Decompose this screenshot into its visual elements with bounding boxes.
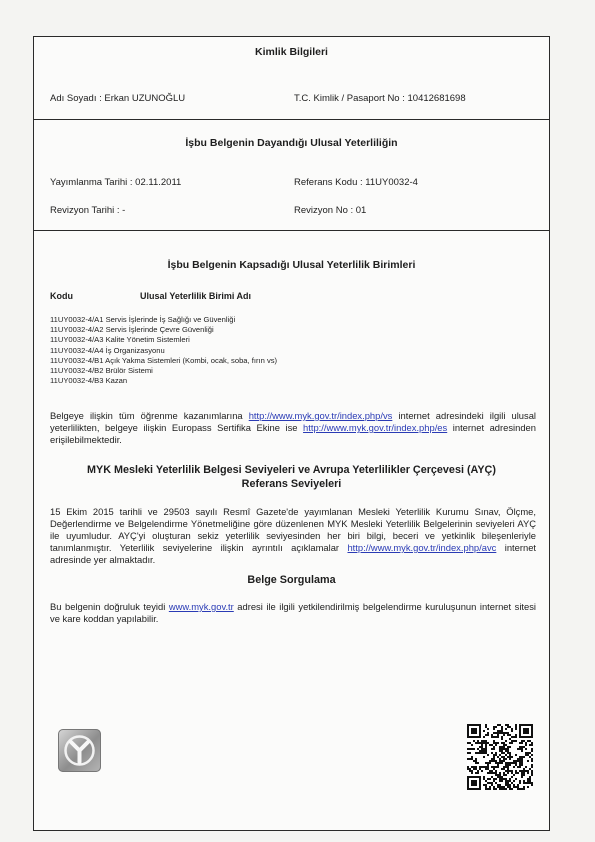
section-divider [34, 119, 549, 120]
unit-row: 11UY0032-4/A4 İş Organizasyonu [50, 345, 165, 355]
unit-row: 11UY0032-4/A2 Servis İşlerinde Çevre Güvenliği [50, 325, 214, 335]
es-link[interactable]: http://www.myk.gov.tr/index.php/es [303, 422, 448, 433]
unit-row: 11UY0032-4/B3 Kazan [50, 376, 128, 386]
revision-date: Revizyon Tarihi : - [50, 205, 126, 216]
hologram-seal-icon [58, 729, 101, 772]
identity-heading: Kimlik Bilgileri [255, 46, 328, 58]
units-heading: İşbu Belgenin Kapsadığı Ulusal Yeterlilik Birimleri [167, 259, 416, 271]
ayc-subheading: Referans Seviyeleri [241, 478, 342, 490]
unit-row: 11UY0032-4/A3 Kalite Yönetim Sistemleri [50, 335, 190, 345]
unit-row: 11UY0032-4/B1 Açık Yakma Sistemleri (Kombi, ocak, soba, fırın vs) [50, 355, 278, 365]
units-col-name: Ulusal Yeterlilik Birimi Adı [140, 291, 252, 301]
units-list [50, 315, 277, 386]
units-col-code: Kodu [50, 291, 73, 301]
published-date: Yayımlanma Tarihi : 02.11.2011 [50, 177, 182, 188]
myk-link[interactable]: www.myk.gov.tr [168, 601, 234, 612]
ayc-paragraph: 15 Ekim 2015 tarihli ve 29503 sayılı Resmî Gazete'de yayımlanan Mesleki Yeterlilik Kurumu Sınav, Ölçme, Değerlendirme ve Belgelendirme Yönetmeliğine göre düzenlenen MYK Mesleki Yeterlilik Belgelerinin seviyeleri AYÇ ile uyumludur. AYÇ'yi oluşturan sekiz yeterlilik seviyesinden her biri bilgi, beceri ve yetkinlik bileşenleriyle tanımlanmıştır. Yeterlilik seviyelerine ilişkin ayrıntılı açıklamalar http://www.myk.gov.tr/index.php/avc internet adresinde yer almaktadır. [50, 506, 537, 565]
revision-number: Revizyon No : 01 [294, 205, 367, 216]
certificate-frame [33, 36, 550, 831]
id-field: T.C. Kimlik / Pasaport No : 10412681698 [294, 93, 466, 104]
query-paragraph: Bu belgenin doğruluk teyidi www.myk.gov.tr adresi ile ilgili yetkilendirilmiş belgelendirme kuruluşunun internet sitesi ve kare koddan yapılabilir. [50, 601, 537, 624]
qualification-heading: İşbu Belgenin Dayandığı Ulusal Yeterliliğin [185, 137, 398, 149]
name-field: Adı Soyadı : Erkan UZUNOĞLU [50, 93, 186, 104]
qr-code-icon[interactable] [467, 724, 533, 790]
unit-row: 11UY0032-4/B2 Brülör Sistemi [50, 366, 153, 376]
ayc-link[interactable]: http://www.myk.gov.tr/index.php/avc [347, 542, 497, 553]
vs-link[interactable]: http://www.myk.gov.tr/index.php/vs [248, 410, 393, 421]
unit-row: 11UY0032-4/A1 Servis İşlerinde İş Sağlığı ve Güvenliği [50, 315, 236, 324]
section-divider [34, 230, 549, 231]
query-heading: Belge Sorgulama [247, 574, 336, 586]
info-paragraph: Belgeye ilişkin tüm öğrenme kazanımlarına http://www.myk.gov.tr/index.php/vs internet adresindeki ilgili ulusal yeterlilikten, belgeye ilişkin Europass Sertifika Ekine ise http://www.myk.gov.tr/index.php/es internet adresinden erişilebilmektedir. [50, 410, 536, 445]
reference-code: Referans Kodu : 11UY0032-4 [294, 177, 418, 188]
ayc-heading: MYK Mesleki Yeterlilik Belgesi Seviyeleri ve Avrupa Yeterlilikler Çerçevesi (AYÇ) [87, 464, 496, 476]
